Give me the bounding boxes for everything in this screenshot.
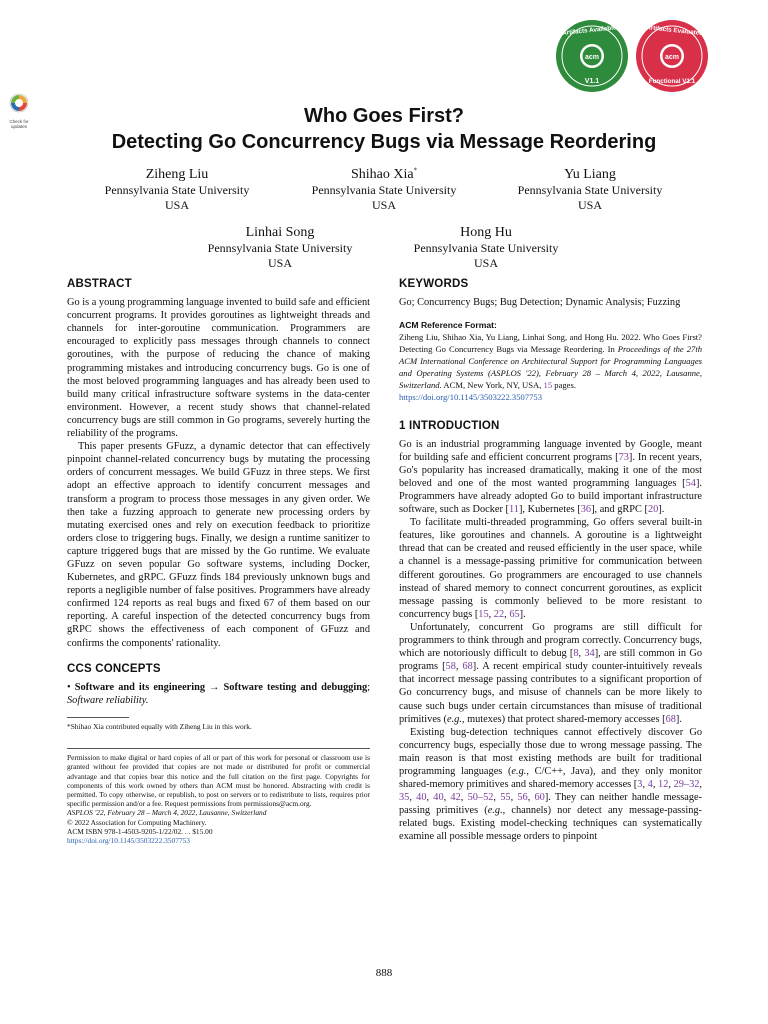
author-name: Linhai Song (245, 225, 315, 240)
citation-link[interactable]: 65 (509, 608, 520, 620)
intro-heading: 1 INTRODUCTION (399, 419, 500, 432)
intro-paragraph: Existing bug-detection techniques cannot effectively discover Go concurrency bugs, especially those due to wrong message passing. The main reason is that most existing methods are built for traditional programming languages (e.g., C/C++, Java), and they only monitor shared-memory primitives and shared-memory accesses [3, 4, 12, 29–32, 35, 40, 40, 42, 50–52, 55, 56, 60]. They can neither handle message-passing primitives (e.g., channels) nor detect any message-passing-related bugs. Existing model-checking techniques can systematically examine all possible message orders to pinpoint (399, 726, 703, 843)
emphasis-text: e.g. (487, 805, 503, 817)
svg-text:acm: acm (584, 54, 600, 61)
citation-link[interactable]: 60 (534, 792, 545, 804)
citation-link[interactable]: 34 (584, 648, 595, 660)
citation-link[interactable]: 68 (665, 713, 676, 725)
author-country: USA (371, 198, 396, 212)
author-name: Hong Hu (460, 225, 512, 240)
citation-link[interactable]: 22 (493, 608, 505, 620)
citation-link[interactable]: 54 (685, 477, 696, 489)
acm-reference-text: Ziheng Liu, Shihao Xia, Yu Liang, Linhai Song, and Hong Hu. 2022. Who Goes First? Detecting Go Concurrency Bugs via Message Reordering. In Proceedings of the 27th ACM International Conference on Architectural Support for Programming Languages and Operating Systems (ASPLOS '22), February 28 – March 4, 2022, Lausanne, Switzerland. ACM, New York, NY, USA, 15 pages. https://doi.org/10.1145/3503222.3507753 (399, 332, 703, 402)
svg-text:V1.1: V1.1 (584, 78, 600, 85)
ccs-concepts: • Software and its engineering → Software testing and debugging; Software reliability. (67, 681, 370, 706)
author-affiliation: Pennsylvania State University (311, 183, 457, 197)
svg-text:Artifacts Available: Artifacts Available (561, 24, 617, 37)
intro-paragraph: To facilitate multi-threaded programming, Go offers several built-in features, like goroutines and channels. A goroutine is a lightweight thread that can be created and reused efficiently in the user space, while a channel is a message-passing primitive for communication between different goroutines. Go programmers are encouraged to use channels instead of shared memory to connect concurrent goroutines, as explicit message passing is commonly believed to be more resistant to concurrency bugs [15, 22, 65]. (399, 517, 702, 620)
citation-link[interactable]: 55 (500, 792, 511, 804)
right-column (399, 278, 702, 844)
left-column (67, 278, 370, 845)
citation-link[interactable]: 58 (445, 661, 456, 673)
author-name: Yu Liang (564, 167, 616, 182)
paper-title-line2: Detecting Go Concurrency Bugs via Message Reordering (111, 131, 657, 153)
author-affiliation: Pennsylvania State University (207, 241, 353, 255)
author-name: Shihao Xia (350, 167, 414, 182)
author-country: USA (267, 256, 292, 270)
author-affiliation: Pennsylvania State University (517, 183, 663, 197)
author-block (57, 166, 297, 213)
citation-link[interactable]: 3 (637, 779, 643, 791)
citation-link[interactable]: 35 (399, 792, 410, 804)
abstract-paragraph: This paper presents GFuzz, a dynamic detector that can effectively pinpoint channel-related concurrency bugs by mutating the processing orders of concurrent messages. We build GFuzz in three steps. We first adopt an effective approach to identify concurrent messages and transform a program to process those messages in any given order. We then take a fuzzing approach to generate new processing orders by mutating exercised ones and rely on execution feedback to prioritize orders close to triggering bugs. Finally, we design a runtime sanitizer to capture triggered bugs that are missed by the Go runtime. We evaluate GFuzz on seven popular Go software systems, including Docker, Kubernetes, and gRPC. GFuzz finds 184 previously unknown bugs and reports a negligible number of false positives. Programmers have already confirmed 124 reports as real bugs and fixed 67 of them based on our reporting. A careful inspection of the detected concurrency bugs from gRPC shows the effectiveness of each component of GFuzz and confirms the components' rationality. (67, 441, 370, 649)
copyright-line: © 2022 Association for Computing Machinery. (67, 817, 207, 827)
author-block (264, 166, 504, 213)
citation-link[interactable]: 56 (517, 792, 528, 804)
artifacts-evaluated-badge (629, 13, 715, 99)
permission-text: Permission to make digital or hard copies of all or part of this work for personal or classroom use is granted without fee provided that copies are not made or distributed for profit or commercial advantage and that copies bear this notice and the full citation on the first page. Copyrights for components of this work owned by others than ACM must be honored. Abstracting with credit is permitted. To copy otherwise, or republish, to post on servers or to redistribute to lists, requires prior specific permission and/or a fee. Request permissions from permissions@acm.org. (67, 753, 370, 809)
check-updates-label: Check for updates (9, 119, 29, 129)
paper-title-line1: Who Goes First? (304, 105, 464, 127)
page-number: 888 (375, 967, 393, 979)
permission-rule (67, 748, 370, 749)
emphasis-text: e.g. (511, 765, 527, 777)
author-block (160, 224, 400, 271)
citation-link[interactable]: 73 (618, 451, 629, 463)
citation-link[interactable]: 20 (647, 504, 659, 516)
ccs-heading: CCS CONCEPTS (67, 662, 161, 675)
author-affiliation: Pennsylvania State University (104, 183, 250, 197)
citation-link[interactable]: 4 (647, 779, 653, 791)
svg-text:acm: acm (664, 54, 680, 61)
author-footnote-mark: * (413, 166, 418, 175)
page-count-link[interactable]: 15 (543, 379, 553, 390)
citation-link[interactable]: 8 (573, 648, 579, 660)
citation-link[interactable]: 11 (509, 504, 519, 516)
abstract-paragraph: Go is a young programming language invented to build safe and efficient concurrent programs. It provides goroutines as lightweight threads and channels for inter-goroutine communication. Programmers are encouraged to explicitly pass messages through channels to connect goroutines, with the purpose of reducing the chance of making programming mistakes and introducing concurrency bugs. Go is one of the most beloved programming languages and has already been used to build many critical infrastructure software systems in the data-center environment. However, a recent study shows that channel-related concurrency bugs are still common in Go programs, severely hurting the reliability of the programs. (67, 297, 370, 440)
intro-paragraph: Unfortunately, concurrent Go programs are still difficult for programmers to think through and program correctly. Concurrency bugs, which are notoriously difficult to debug [8, 34], are still common in Go programs [58, 68]. A recent empirical study counter-intuitively reveals that incorrect message passing contributes to a significant proportion of Go concurrency bugs, and misuse of channels can be more likely to cause such bugs under certain circumstances than misuse of traditional primitives (e.g., mutexes) that protect shared-memory accesses [68]. (399, 621, 702, 725)
doi-link[interactable]: https://doi.org/10.1145/3503222.3507753 (67, 835, 190, 845)
citation-link[interactable]: 68 (462, 661, 473, 673)
svg-text:Functional V1.1: Functional V1.1 (648, 78, 696, 85)
author-country: USA (473, 256, 498, 270)
citation-link[interactable]: 40 (433, 792, 444, 804)
footnote-rule (67, 717, 129, 718)
acm-reference (399, 320, 702, 403)
citation-link[interactable]: 50–52 (467, 792, 494, 804)
svg-text:Artifacts Evaluated: Artifacts Evaluated (645, 24, 704, 38)
keywords-text: Go; Concurrency Bugs; Bug Detection; Dynamic Analysis; Fuzzing (399, 297, 681, 309)
citation-link[interactable]: 42 (450, 792, 461, 804)
acm-reference-heading: ACM Reference Format: (399, 320, 497, 331)
author-block (470, 166, 710, 213)
author-affiliation: Pennsylvania State University (413, 241, 559, 255)
citation-link[interactable]: 12 (658, 779, 669, 791)
conference-line: ASPLOS '22, February 28 – March 4, 2022, Lausanne, Switzerland (67, 808, 267, 818)
footnote: *Shihao Xia contributed equally with Ziheng Liu in this work. (67, 721, 252, 731)
citation-link[interactable]: 36 (580, 504, 592, 516)
isbn-line: ACM ISBN 978-1-4503-9205-1/22/02. . . $15.00 (67, 826, 213, 836)
author-country: USA (164, 198, 189, 212)
keywords-heading: KEYWORDS (399, 278, 469, 290)
artifacts-available-badge (549, 13, 635, 99)
emphasis-text: e.g. (446, 713, 462, 725)
citation-link[interactable]: 15 (478, 608, 489, 620)
citation-link[interactable]: 29–32 (673, 779, 700, 791)
permission-block (67, 748, 370, 845)
author-name: Ziheng Liu (145, 167, 209, 182)
author-country: USA (577, 198, 602, 212)
intro-paragraph: Go is an industrial programming language invented by Google, meant for building safe and efficient concurrent programs [73]. In recent years, Go's popularity has increased dramatically, making it one of the most beloved and one of the most wanted programming languages [54]. Programmers have already adopted Go to build important infrastructure software, such as Docker [11], Kubernetes [36], and gRPC [20]. (399, 438, 703, 516)
abstract-heading: ABSTRACT (67, 278, 132, 290)
citation-link[interactable]: 40 (416, 792, 427, 804)
doi-link[interactable]: https://doi.org/10.1145/3503222.3507753 (399, 391, 542, 402)
author-block (366, 224, 606, 271)
